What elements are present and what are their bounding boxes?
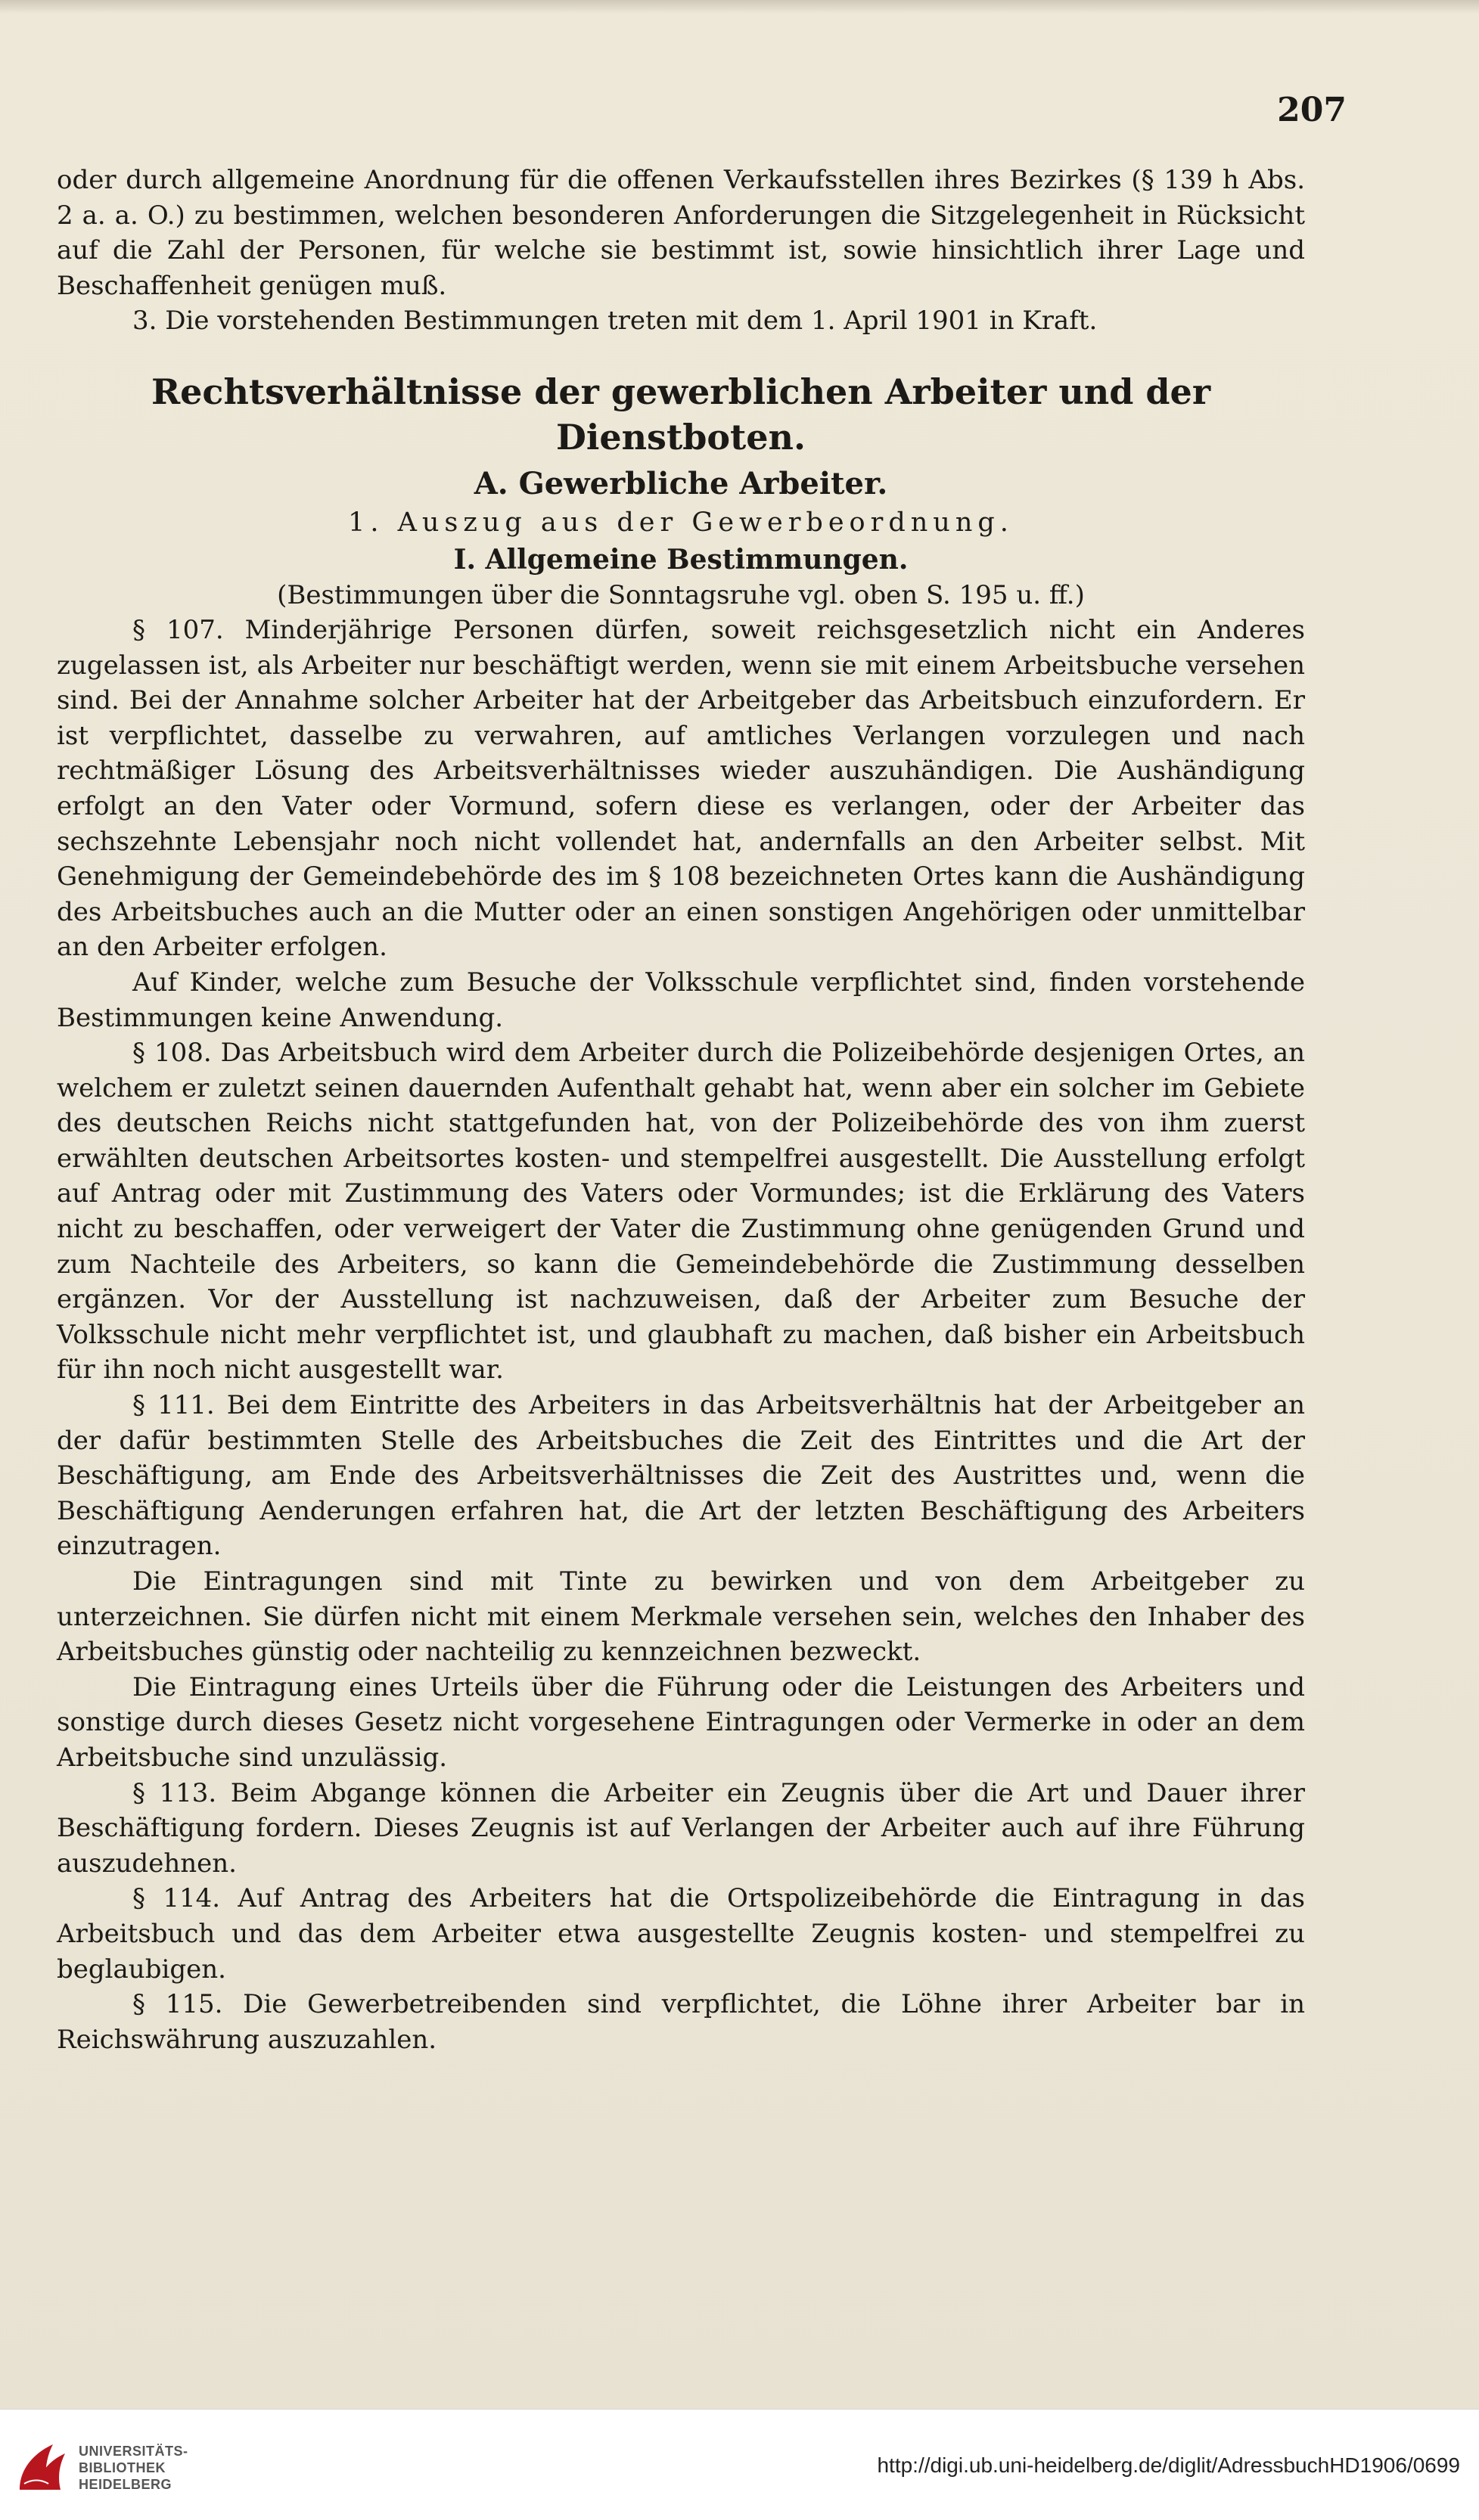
paragraph-108: § 108. Das Arbeitsbuch wird dem Arbeiter durch die Polizeibehörde desjenigen Ortes, an welchem er zuletzt seinen dauernden Aufenthalt gehabt hat, wenn aber ein solcher im Gebiete des deutschen Reichs nicht stattgefunden hat, von der Polizeibehörde des von ihm zuerst erwählten deutschen Arbeitsortes kosten- und stempelfrei ausgestellt. Die Ausstellung erfolgt auf Antrag oder mit Zustimmung des Vaters oder Vormundes; ist die Erklärung des Vaters nicht zu beschaffen, oder verweigert der Vater die Zustimmung ohne genügenden Grund und zum Nachteile des Arbeiters, so kann die Gemeindebehörde die Zustimmung desselben ergänzen. Vor der Ausstellung ist nachzuweisen, daß der Arbeiter zum Besuche der Volksschule nicht mehr verpflichtet ist, und glaubhaft zu machen, daß bisher ein Arbeitsbuch für ihn noch nicht ausgestellt war.: [57, 1038, 1305, 1386]
source-url-link[interactable]: http://digi.ub.uni-heidelberg.de/diglit/AdressbuchHD1906/0699: [877, 2453, 1460, 2477]
section-note: (Bestimmungen über die Sonntagsruhe vgl. oben S. 195 u. ff.): [277, 579, 1085, 610]
paragraph-115: § 115. Die Gewerbetreibenden sind verpflichtet, die Löhne ihrer Arbeiter bar in Reichswährung auszuzahlen.: [57, 1989, 1305, 2055]
subheading: A. Gewerbliche Arbeiter.: [474, 465, 888, 501]
library-name: [79, 2443, 188, 2493]
library-name-line: BIBLIOTHEK: [79, 2460, 166, 2475]
page-number: 207: [1277, 91, 1347, 129]
extract-title: 1. Auszug aus der Gewerbeordnung.: [348, 507, 1014, 538]
intro-paragraph: oder durch allgemeine Anordnung für die offenen Verkaufsstellen ihres Bezirkes (§ 139 h Abs. 2 a. a. O.) zu bestimmen, welchen besonderen Anforderungen die Sitzgelegenheit in Rücksicht auf die Zahl der Personen, für welche sie bestimmt ist, sowie hinsichtlich ihrer Lage und Beschaffenheit genügen muß.: [57, 165, 1305, 301]
paragraph-113: § 113. Beim Abgange können die Arbeiter ein Zeugnis über die Art und Dauer ihrer Beschäftigung fordern. Dieses Zeugnis ist auf Verlangen der Arbeiter auch auf ihre Führung auszudehnen.: [57, 1777, 1305, 1879]
library-name-line: HEIDELBERG: [79, 2477, 172, 2492]
page-top-edge: [0, 0, 1479, 14]
paragraph-111-prohibition: Die Eintragung eines Urteils über die Führung oder die Leistungen des Arbeiters und sonstige durch dieses Gesetz nicht vorgesehene Eintragungen oder Vermerke in oder an dem Arbeitsbuche sind unzulässig.: [57, 1671, 1305, 1773]
paragraph-107-children: Auf Kinder, welche zum Besuche der Volksschule verpflichtet sind, finden vorstehende Bestimmungen keine Anwendung.: [57, 967, 1305, 1033]
intro-paragraph: 3. Die vorstehenden Bestimmungen treten mit dem 1. April 1901 in Kraft.: [132, 306, 1098, 337]
page-content: [57, 163, 1305, 2057]
university-library-logo-icon: [14, 2437, 71, 2497]
paragraph-111: § 111. Bei dem Eintritte des Arbeiters in das Arbeitsverhältnis hat der Arbeitgeber an der dafür bestimmten Stelle des Arbeitsbuches die Zeit des Eintrittes und die Art der Beschäftigung, am Ende des Arbeitsverhältnisses die Zeit des Austrittes und, wenn die Beschäftigung Aenderungen erfahren hat, die Art der letzten Beschäftigung des Arbeiters einzutragen.: [57, 1390, 1305, 1562]
paragraph-114: § 114. Auf Antrag des Arbeiters hat die Ortspolizeibehörde die Eintragung in das Arbeitsbuch und das dem Arbeiter etwa ausgestellte Zeugnis kosten- und stempelfrei zu beglaubigen.: [57, 1883, 1305, 1985]
paragraph-111-entries: Die Eintragungen sind mit Tinte zu bewirken und von dem Arbeitgeber zu unterzeichnen. Sie dürfen nicht mit einem Merkmale versehen sein, welches den Inhaber des Arbeitsbuches günstig oder nachteilig zu kennzeichnen bezweckt.: [57, 1566, 1305, 1668]
library-name-line: UNIVERSITÄTS-: [79, 2444, 188, 2459]
chapter-headline: Rechtsverhältnisse der gewerblichen Arbeiter und der Dienstboten.: [151, 371, 1211, 458]
section-title: I. Allgemeine Bestimmungen.: [453, 543, 909, 576]
library-footer: [0, 2409, 1479, 2520]
paragraph-107: § 107. Minderjährige Personen dürfen, soweit reichsgesetzlich nicht ein Anderes zugelassen ist, als Arbeiter nur beschäftigt werden, wenn sie mit einem Arbeitsbuche versehen sind. Bei der Annahme solcher Arbeiter hat der Arbeitgeber das Arbeitsbuch einzufordern. Er ist verpflichtet, dasselbe zu verwahren, auf amtliches Verlangen vorzulegen und nach rechtmäßiger Lösung des Arbeitsverhältnisses wieder auszuhändigen. Die Aushändigung erfolgt an den Vater oder Vormund, sofern diese es verlangen, oder der Arbeiter das sechszehnte Lebensjahr noch nicht vollendet hat, andernfalls an den Arbeiter selbst. Mit Genehmigung der Gemeindebehörde des im § 108 bezeichneten Ortes kann die Aushändigung des Arbeitsbuches auch an die Mutter oder an einen sonstigen Angehörigen oder unmittelbar an den Arbeiter erfolgen.: [57, 614, 1305, 963]
